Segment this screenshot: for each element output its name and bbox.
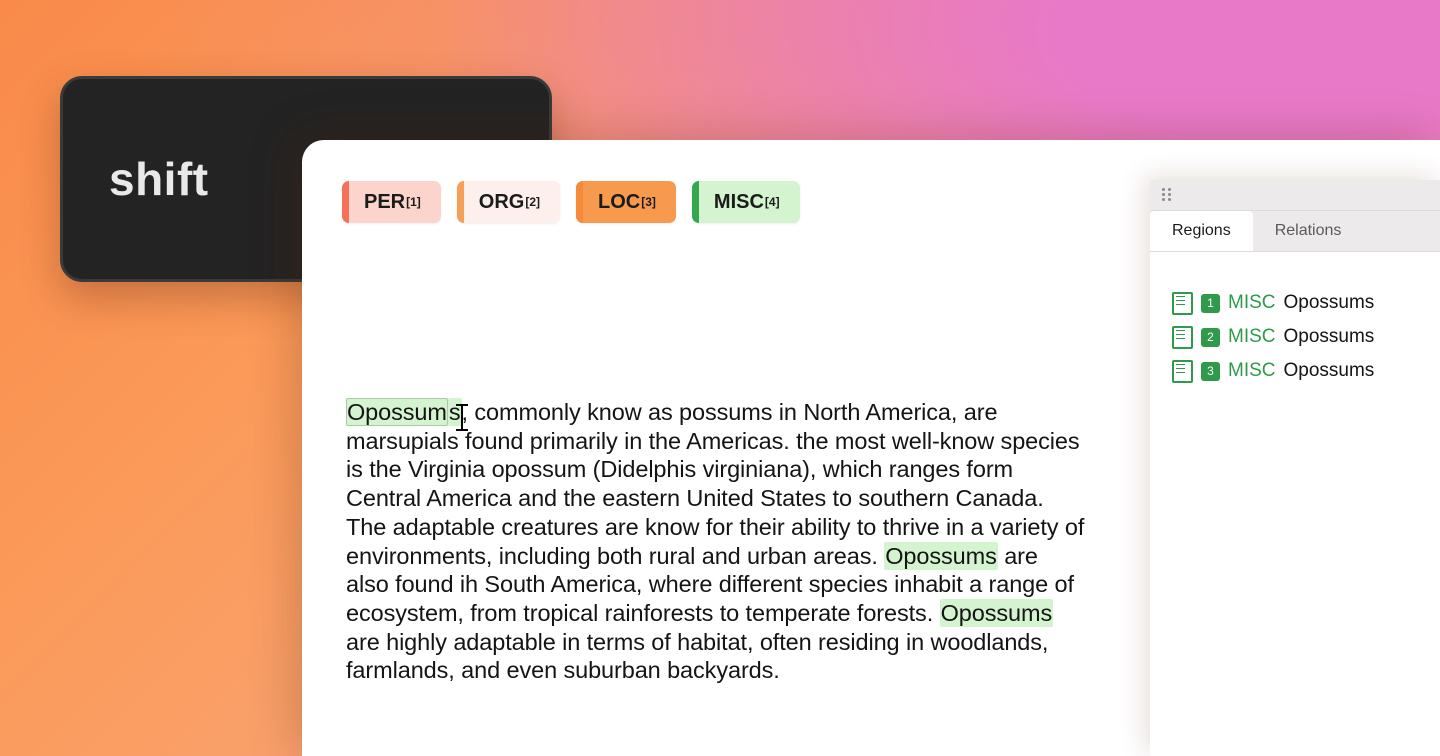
- tab-regions[interactable]: Regions: [1150, 211, 1253, 251]
- grip-dots-icon: [1162, 188, 1174, 202]
- region-document-icon: [1172, 360, 1193, 383]
- tab-relations[interactable]: Relations: [1274, 222, 1342, 239]
- region-text: Opossums: [1283, 292, 1375, 313]
- shift-keycap-label: shift: [109, 153, 209, 205]
- label-hotkey: [1]: [406, 195, 421, 209]
- label-button-misc[interactable]: [692, 181, 800, 223]
- label-name: ORG: [478, 191, 525, 213]
- region-text: Opossums: [1283, 326, 1375, 347]
- label-color-bar: [342, 181, 349, 223]
- text-run: are highly adaptable in terms of habitat, often residing in woodlands, farmlands, and even suburban backyards.: [346, 628, 1049, 684]
- region-document-icon: [1172, 292, 1193, 315]
- region-label-type: MISC: [1228, 292, 1276, 313]
- label-button-loc[interactable]: [576, 181, 676, 223]
- region-text: Opossums: [1283, 360, 1375, 381]
- region-index-badge: 2: [1201, 328, 1220, 347]
- annotated-entity[interactable]: Opossums: [940, 599, 1053, 626]
- label-color-bar: [692, 181, 699, 223]
- label-hotkey: [2]: [525, 195, 541, 209]
- region-index-badge: 1: [1201, 294, 1220, 313]
- label-toolbar: [342, 181, 800, 223]
- regions-list: [1150, 252, 1440, 388]
- region-list-item[interactable]: [1172, 354, 1440, 388]
- label-name: PER: [364, 191, 406, 213]
- text-run: are also found ih South America, where different species inhabit a range of ecosystem, from tropical rainforests to temperate forests.: [346, 542, 1074, 626]
- region-label-type: MISC: [1228, 326, 1276, 347]
- label-color-bar: [457, 181, 464, 223]
- annotated-entity[interactable]: s: [448, 399, 461, 425]
- annotated-entity[interactable]: Opossum: [347, 399, 447, 425]
- label-hotkey: [4]: [764, 195, 780, 209]
- label-name: LOC: [598, 191, 641, 213]
- region-label-type: MISC: [1228, 360, 1276, 381]
- annotated-entity[interactable]: Opossums: [885, 542, 997, 569]
- panel-drag-handle[interactable]: [1150, 180, 1440, 211]
- region-list-item[interactable]: [1172, 320, 1440, 354]
- label-name: MISC: [713, 191, 764, 213]
- regions-panel: [1150, 180, 1440, 756]
- text-run: , commonly know as possums in North America, are marsupials found primarily in the Americas. the most well-know species is the Virginia opossum (Didelphis virginiana), which ranges form Central America and the eastern United States to southern Canada. The adaptable creatures are know for their ability to thrive in a variety of environments, including both rural and urban areas.: [346, 399, 1085, 569]
- document-text[interactable]: [346, 398, 1086, 685]
- region-document-icon: [1172, 326, 1193, 349]
- label-button-per[interactable]: [342, 181, 441, 223]
- region-list-item[interactable]: [1172, 286, 1440, 320]
- label-button-org[interactable]: [457, 181, 560, 223]
- regions-tab-bar: [1150, 211, 1440, 252]
- label-hotkey: [3]: [641, 195, 656, 209]
- region-index-badge: 3: [1201, 362, 1220, 381]
- label-color-bar: [576, 181, 583, 223]
